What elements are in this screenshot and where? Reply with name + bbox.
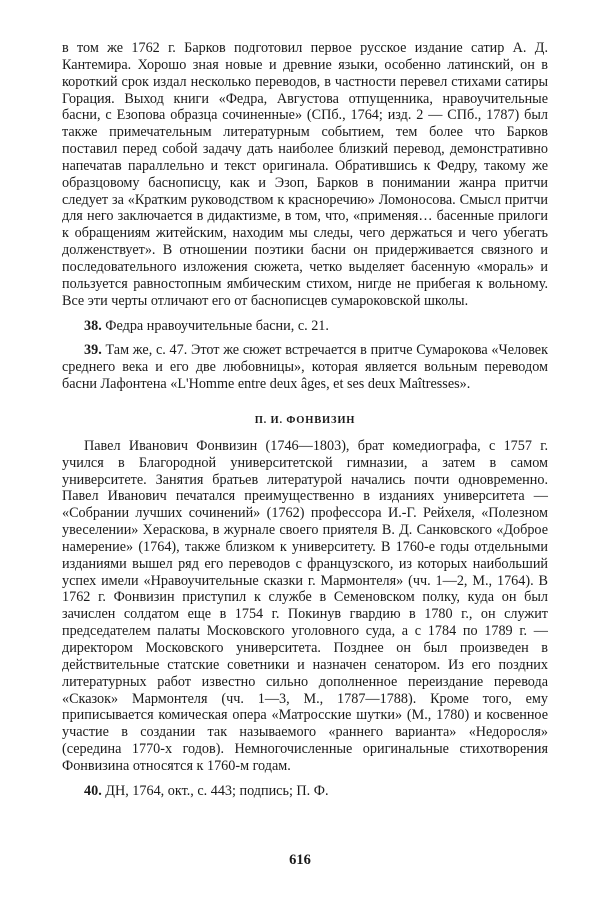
note-39-text: Там же, с. 47. Этот же сюжет встречается в притче Сумарокова «Человек среднего века и его две любовницы», которая является вольным переводом басни Лафонтена «L'Homme entre deux âges, et ses deux Maîtresses». [62,342,549,393]
page-body [62,40,548,800]
section-heading: П. И. ФОНВИЗИН [254,414,356,426]
note-38 [62,318,548,335]
note-40-text: ДН, 1764, окт., с. 443; подпись; П. Ф. [105,782,329,799]
note-40 [62,783,548,800]
note-38-number: 38. [84,317,102,334]
note-39 [62,342,548,393]
paragraph-bio: Павел Иванович Фонвизин (1746—1803), брат комедиографа, с 1757 г. учился в Благородной университетской гимназии, а затем в самом университете. Занятия братьев литературой начались почти одновременно. Павел Иванович печатался преимущественно в изданиях университета — «Собрании лучших сочинений» (1762) профессора И.-Г. Рейхеля, «Полезном увеселении» Хераскова, в журнале своего приятеля В. Д. Санковского «Доброе намерение» (1764), также близком к университету. В 1760-е годы отдельными изданиями вышел ряд его переводов с французского, из которых наибольший успех имели «Нравоучительные сказки г. Мармонтеля» (чч. 1—2, М., 1764). В 1762 г. Фонвизин приступил к службе в Семеновском полку, куда он был зачислен солдатом еще в 1754 г. Покинув гвардию в 1780 г., он служит председателем палаты Московского уголовного суда, а с 1784 по 1789 г. — директором Московского университета. Позднее он был произведен в действительные статские советники и назначен сенатором. Из его поздних литературных работ известно сильно дополненное переиздание перевода «Сказок» Мармонтеля (чч. 1—3, М., 1787—1788). Кроме того, ему приписывается комическая опера «Матросские шутки» (М., 1780) и косвенное участие в создании так называемого «раннего варианта» «Недоросля» (середина 1770-х годов). Немногочисленные оригинальные стихотворения Фонвизина относятся к 1760-м годам. [62,437,548,774]
paragraph-intro: в том же 1762 г. Барков подготовил первое русское издание сатир А. Д. Кантемира. Хорошо зная новые и древние языки, особенно латинский, он в короткий срок издал несколько переводов, в частности перевел стихами сатиры Горация. Выход книги «Федра, Августова отпущенника, нравоучительные басни, с Езопова образца сочиненные» (СПб., 1764; изд. 2 — СПб., 1787) был также примечательным литературным событием, тем более что Барков поставил перед собой задачу дать наиболее близкий перевод, демонстративно напечатав параллельно и текст оригинала. Обратившись к Федру, такому же образцовому баснописцу, как и Эзоп, Барков в понимании жанра притчи следует за «Кратким руководством к красноречию» Ломоносова. Смысл притчи для него заключается в дидактизме, в том, что, «применяя… басенные прилоги к обращениям житейским, находим мы следы, чего держаться и чего убегать долженствует». В отношении поэтики басни он придерживается связного и последовательного изложения сюжета, четко выделяет басенную «мораль» и пользуется равностопным ямбическим стихом, нигде не прибегая к вольному. Все эти черты отличают его от баснописцев сумароковской школы. [62,40,548,309]
note-39-number: 39. [84,342,102,359]
page-number: 616 [289,852,311,868]
note-38-text: Федра нравоучительные басни, с. 21. [105,317,329,334]
note-40-number: 40. [84,782,102,799]
